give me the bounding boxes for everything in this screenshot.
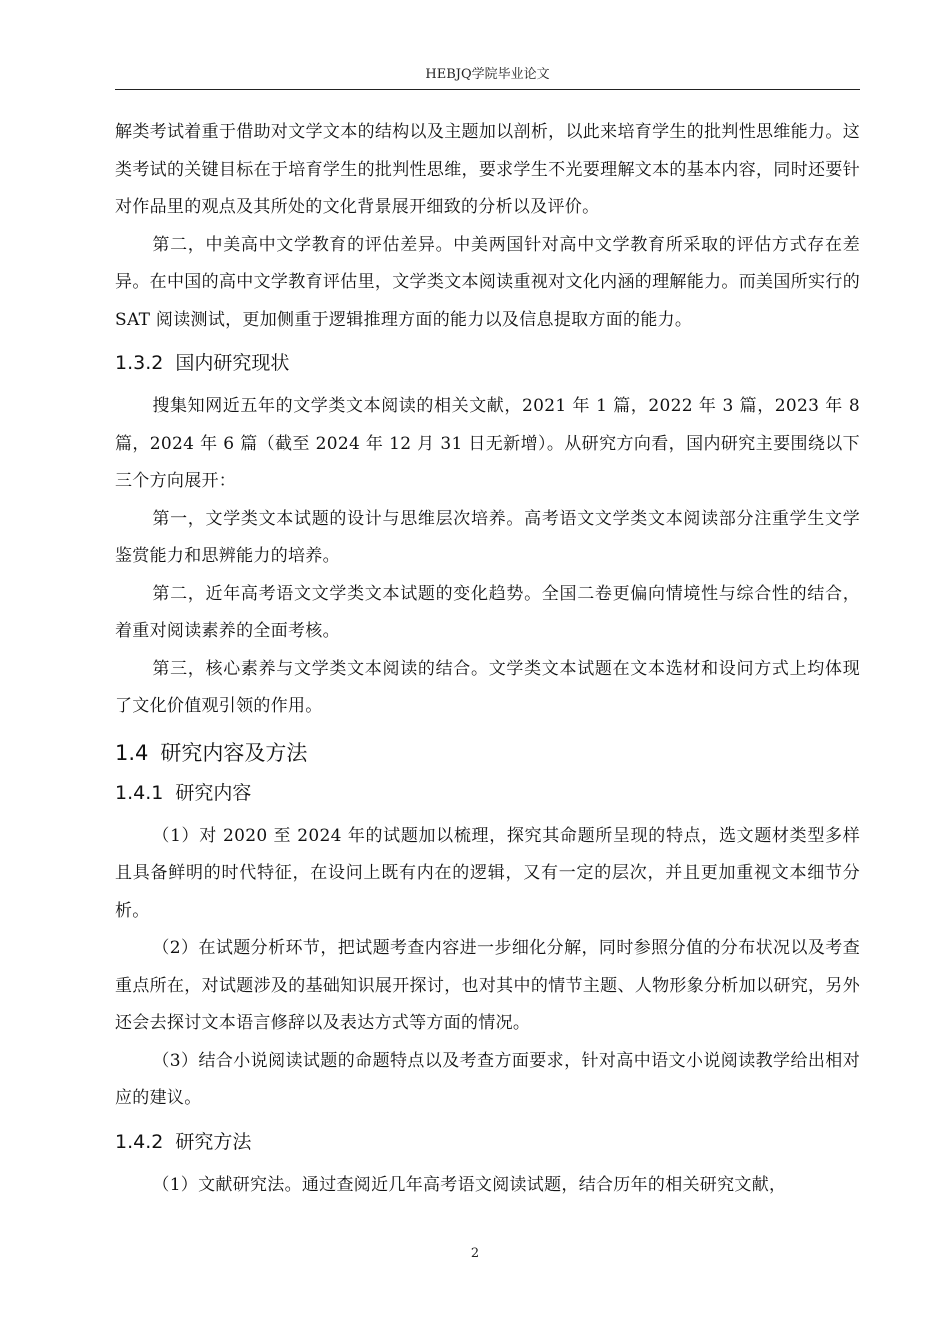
paragraph: 搜集知网近五年的文学类文本阅读的相关文献，2021 年 1 篇，2022 年 3 篇，2023 年 8 篇，2024 年 6 篇（截至 2024 年 12 月 31 日无新增）。从研究方向看，国内研究主要围绕以下三个方向展开： — [115, 396, 860, 491]
header-title: HEBJQ学院毕业论文 — [425, 67, 550, 82]
paragraph: （1）文献研究法。通过查阅近几年高考语文阅读试题，结合历年的相关研究文献， — [152, 1174, 787, 1195]
paragraph: （3）结合小说阅读试题的命题特点以及考查方面要求，针对高中语文小说阅读教学给出相对应的建议。 — [115, 1050, 860, 1108]
paragraph: 第三，核心素养与文学类文本阅读的结合。文学类文本试题在文本选材和设问方式上均体现了文化价值观引领的作用。 — [115, 658, 860, 716]
document-body — [115, 114, 860, 1204]
section-title: 研究方法 — [175, 1130, 252, 1153]
page-footer — [0, 1246, 950, 1261]
section-number: 1.4 — [115, 740, 149, 765]
page-number: 2 — [470, 1246, 480, 1261]
section-heading-1-4-2 — [115, 1130, 860, 1155]
paragraph: 解类考试着重于借助对文学文本的结构以及主题加以剖析，以此来培育学生的批判性思维能力。这类考试的关键目标在于培育学生的批判性思维，要求学生不光要理解文本的基本内容，同时还要针对作品里的观点及其所处的文化背景展开细致的分析以及评价。 — [115, 122, 860, 217]
section-number: 1.4.2 — [115, 1130, 164, 1153]
section-title: 研究内容及方法 — [160, 740, 308, 765]
paragraph: （1）对 2020 至 2024 年的试题加以梳理，探究其命题所呈现的特点，选文题材类型多样且具备鲜明的时代特征，在设问上既有内在的逻辑，又有一定的层次，并且更加重视文本细节分析。 — [115, 825, 860, 921]
paragraph: 第一，文学类文本试题的设计与思维层次培养。高考语文文学类文本阅读部分注重学生文学鉴赏能力和思辨能力的培养。 — [115, 508, 860, 566]
page-header — [115, 62, 860, 90]
section-number: 1.4.1 — [115, 781, 164, 804]
paragraph: 第二，近年高考语文文学类文本试题的变化趋势。全国二卷更偏向情境性与综合性的结合，着重对阅读素养的全面考核。 — [115, 583, 860, 641]
section-heading-1-4 — [115, 740, 860, 767]
section-number: 1.3.2 — [115, 352, 164, 374]
section-heading-1-3-2 — [115, 351, 860, 376]
section-title: 研究内容 — [175, 781, 252, 804]
paragraph: 第二，中美高中文学教育的评估差异。中美两国针对高中文学教育所采取的评估方式存在差异。在中国的高中文学教育评估里，文学类文本阅读重视对文化内涵的理解能力。而美国所实行的 SAT 阅读测试，更加侧重于逻辑推理方面的能力以及信息提取方面的能力。 — [115, 234, 860, 330]
section-heading-1-4-1 — [115, 781, 860, 806]
section-title: 国内研究现状 — [175, 352, 290, 374]
paragraph: （2）在试题分析环节，把试题考查内容进一步细化分解，同时参照分值的分布状况以及考查重点所在，对试题涉及的基础知识展开探讨，也对其中的情节主题、人物形象分析加以研究，另外还会去探讨文本语言修辞以及表达方式等方面的情况。 — [115, 938, 860, 1033]
